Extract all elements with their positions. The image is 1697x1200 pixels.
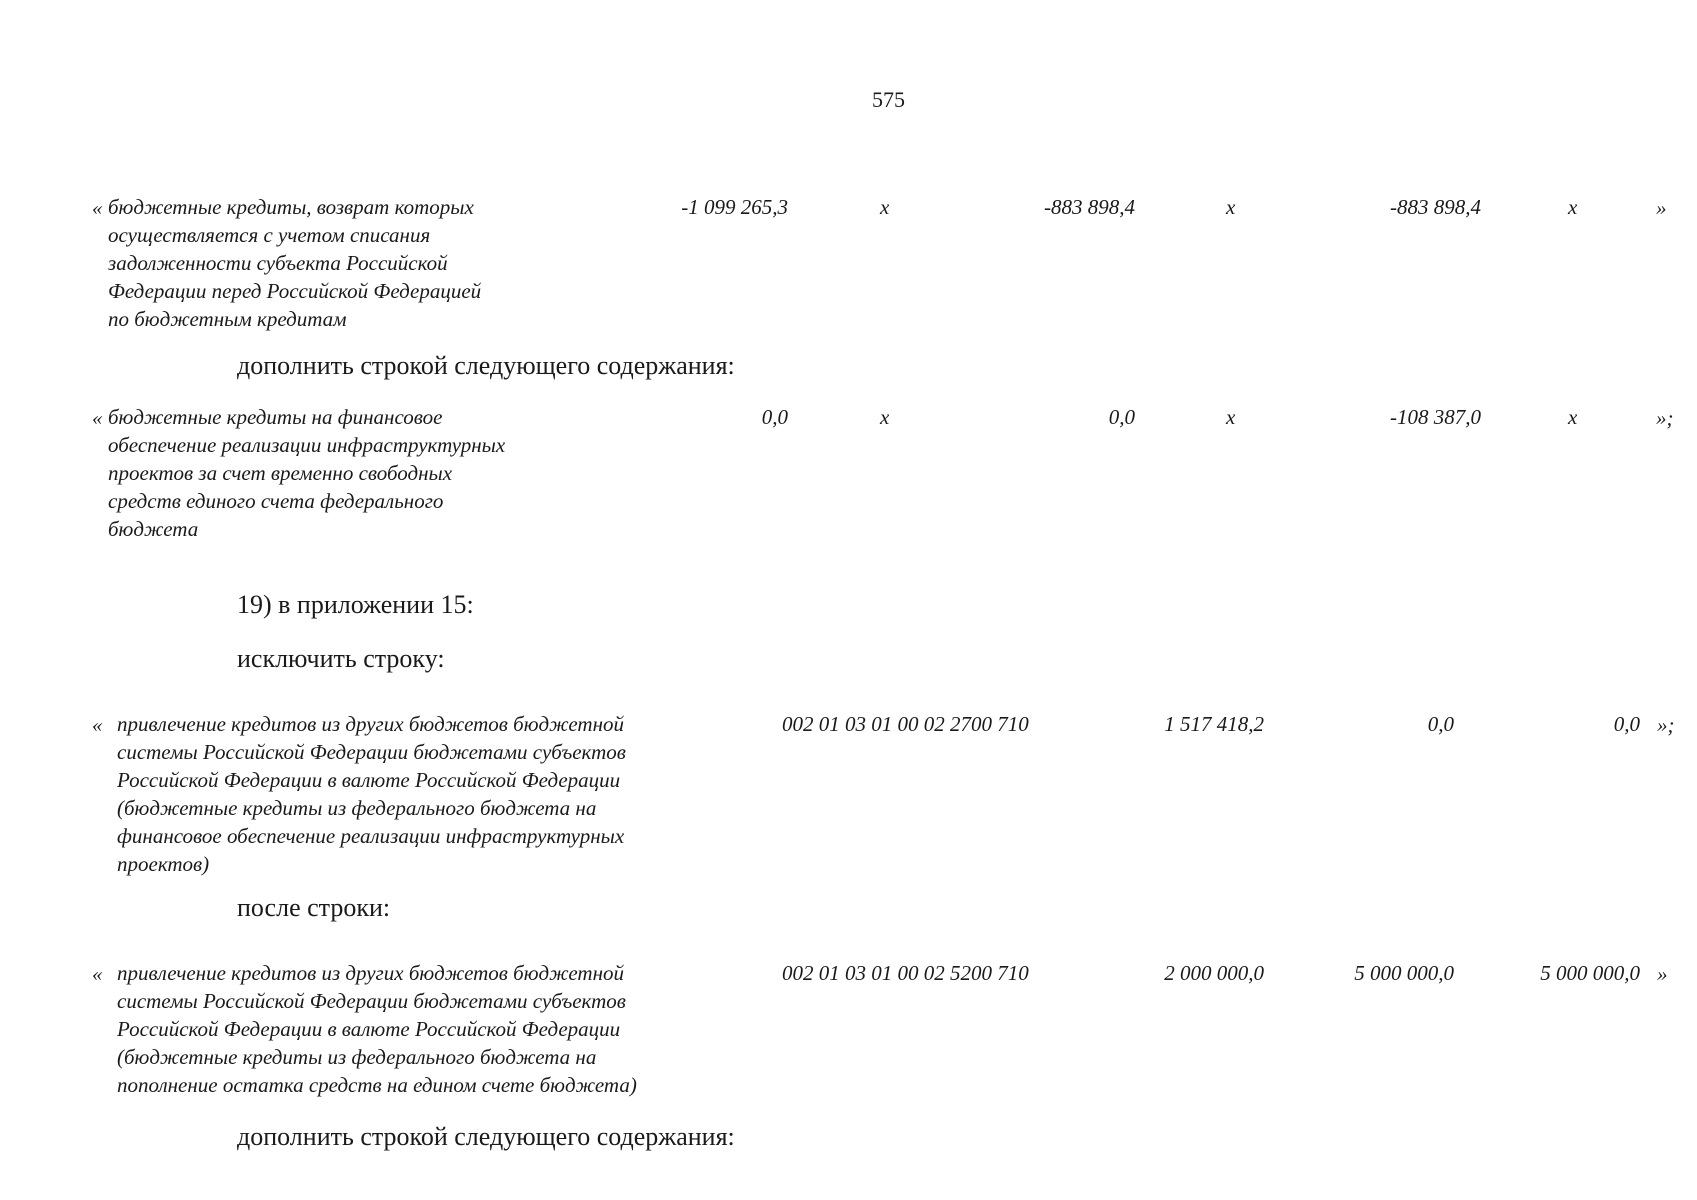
value-cell: 2 000 000,0 [1164,961,1264,985]
value-cell: 5 000 000,0 [1540,961,1640,985]
value-cell: -108 387,0 [1390,405,1481,429]
instruction-add-row: дополнить строкой следующего содержания: [237,1122,735,1151]
value-cell: -1 099 265,3 [681,195,788,219]
close-quote: » [1657,962,1668,986]
value-cell: х [880,195,890,219]
value-cell: 1 517 418,2 [1164,712,1264,736]
open-quote: « [92,962,103,986]
row-description: привлечение кредитов из других бюджетов бюджетной системы Российской Федерации бюджетами субъектов Российской Федерации в валюте Российской Федерации (бюджетные кредиты из федерального бюджета на финансовое обеспечение реализации инфраструктурных проектов) [117,712,626,876]
budget-code: 002 01 03 01 00 02 2700 710 [782,712,1029,736]
open-quote: « [92,713,103,737]
instruction-after-row: после строки: [237,893,391,922]
instruction-exclude-row: исключить строку: [237,644,445,673]
open-quote: « [92,196,103,220]
value-cell: -883 898,4 [1044,195,1135,219]
value-cell: х [1568,195,1578,219]
open-quote: « [92,406,103,430]
close-quote: » [1656,196,1667,220]
page-number: 575 [872,87,905,112]
row-description: бюджетные кредиты, возврат которых осуществляется с учетом списания задолженности субъекта Российской Федерации перед Российской Федерацией по бюджетным кредитам [108,195,482,331]
value-cell: 5 000 000,0 [1354,961,1454,985]
instruction-appendix: 19) в приложении 15: [237,590,474,619]
value-cell: 0,0 [1108,405,1135,429]
value-cell: х [1226,405,1236,429]
value-cell: 0,0 [761,405,788,429]
close-quote: »; [1656,406,1674,430]
value-cell: -883 898,4 [1390,195,1481,219]
budget-code: 002 01 03 01 00 02 5200 710 [782,961,1029,985]
value-cell: х [1568,405,1578,429]
value-cell: х [880,405,890,429]
value-cell: 0,0 [1427,712,1454,736]
row-description: бюджетные кредиты на финансовое обеспечение реализации инфраструктурных проектов за счет временно свободных средств единого счета федерального бюджета [108,405,506,541]
value-cell: 0,0 [1613,712,1640,736]
close-quote: »; [1657,713,1675,737]
row-description: привлечение кредитов из других бюджетов бюджетной системы Российской Федерации бюджетами субъектов Российской Федерации в валюте Российской Федерации (бюджетные кредиты из федерального бюджета на пополнение остатка средств на едином счете бюджета) [117,961,637,1097]
value-cell: х [1226,195,1236,219]
instruction-add-row: дополнить строкой следующего содержания: [237,351,735,380]
